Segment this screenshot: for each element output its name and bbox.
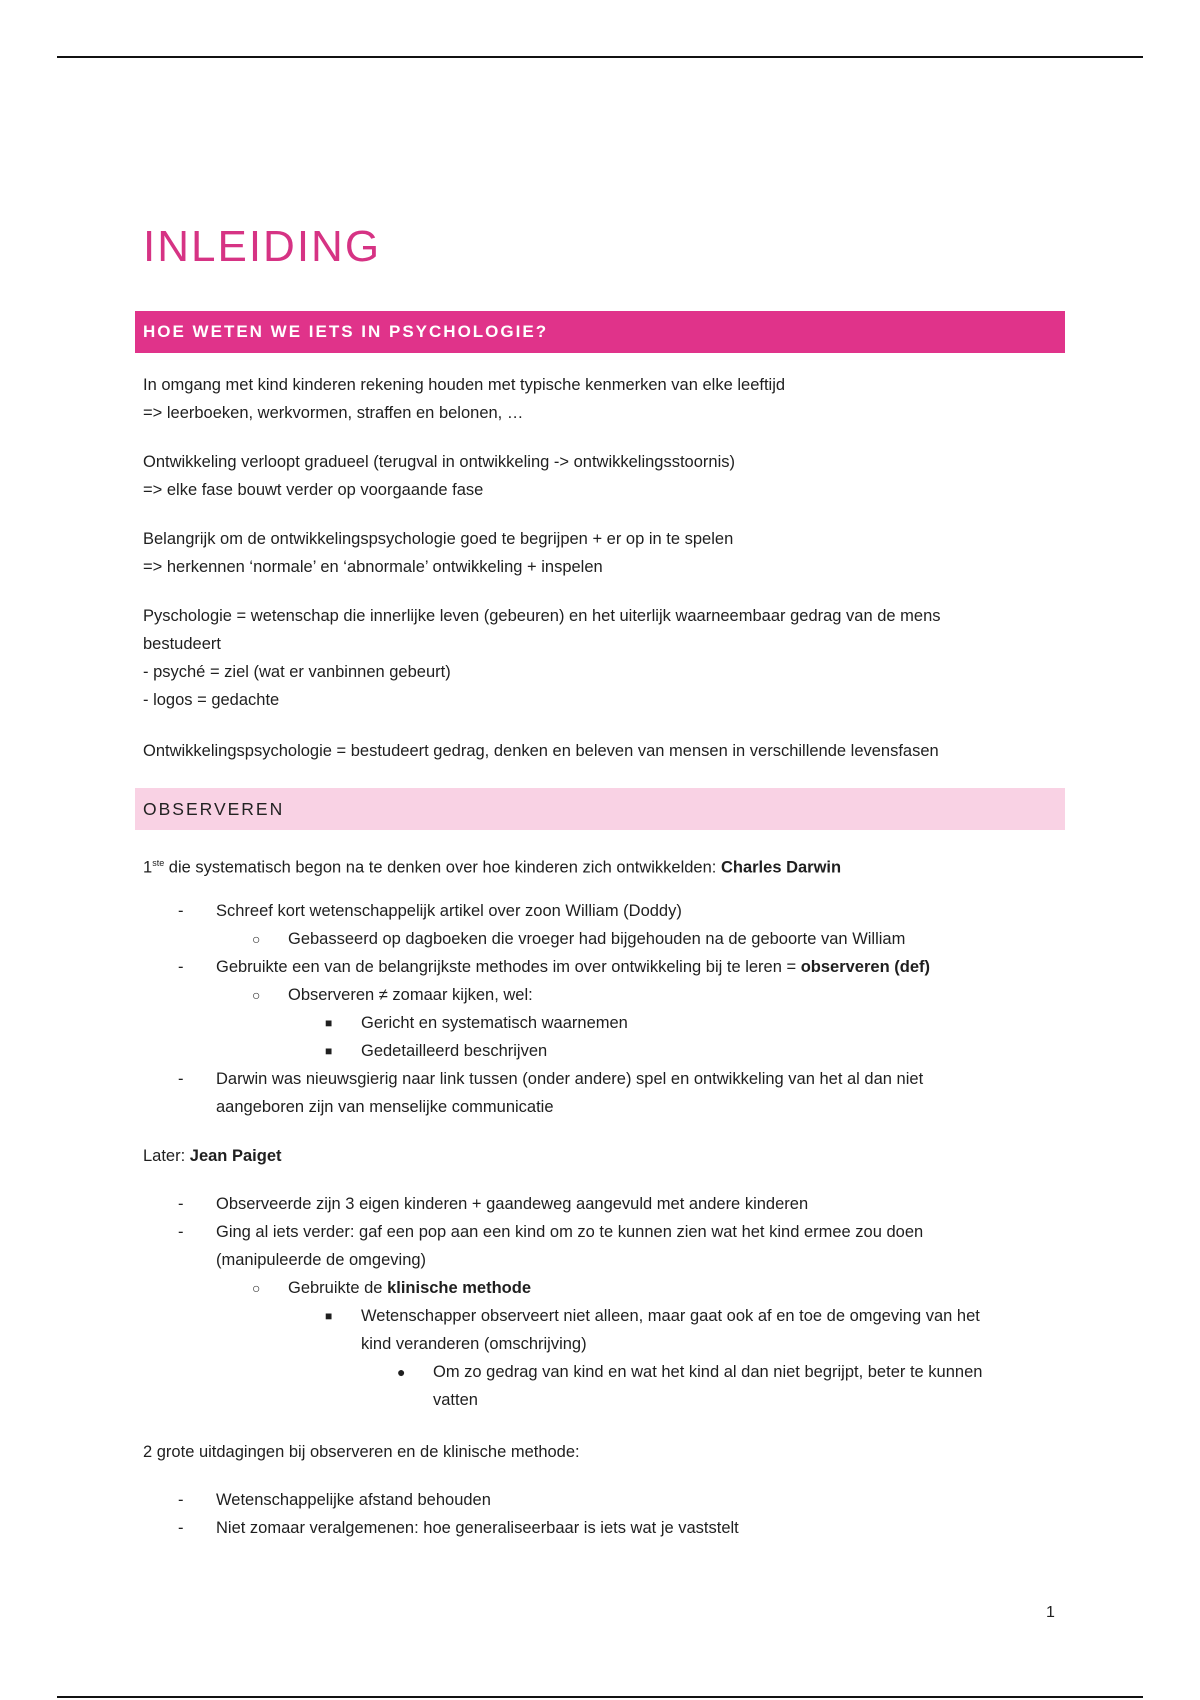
list-item <box>178 1486 1066 1514</box>
text-line: => herkennen ‘normale’ en ‘abnormale’ ontwikkeling + inspelen <box>143 558 603 576</box>
list-item-text: Darwin was nieuwsgierig naar link tussen (onder andere) spel en ontwikkeling van het al dan niet <box>216 1070 924 1088</box>
paragraph-omgang <box>143 371 1063 427</box>
dash-marker: - <box>178 1491 184 1509</box>
footer-rule <box>57 1696 1143 1698</box>
list-item-text: vatten <box>433 1391 478 1409</box>
list-item-text: Schreef kort wetenschappelijk artikel over zoon William (Doddy) <box>216 902 682 920</box>
text-line: Pyschologie = wetenschap die innerlijke leven (gebeuren) en het uiterlijk waarneembaar gedrag van de mens <box>143 607 941 625</box>
dash-marker: - <box>178 958 184 976</box>
page-number: 1 <box>1046 1604 1055 1621</box>
list-item <box>178 1218 1066 1274</box>
square-marker: ■ <box>325 1016 333 1030</box>
bold-term: observeren (def) <box>800 958 930 976</box>
paragraph-ontwikkeling <box>143 448 1063 504</box>
list-item <box>178 1065 1066 1121</box>
paragraph-belangrijk <box>143 525 1063 581</box>
text-line: Belangrijk om de ontwikkelingspsychologie goed te begrijpen + er op in te spelen <box>143 530 734 548</box>
text-line: In omgang met kind kinderen rekening houden met typische kenmerken van elke leeftijd <box>143 376 786 394</box>
list-item-text: Gedetailleerd beschrijven <box>361 1042 548 1060</box>
section-heading-observeren: OBSERVEREN <box>135 788 1065 830</box>
list-item-text: Om zo gedrag van kind en wat het kind al dan niet begrijpt, beter te kunnen <box>433 1363 983 1381</box>
circle-marker: ○ <box>252 987 261 1003</box>
list-item-text: Observeerde zijn 3 eigen kinderen + gaandeweg aangevuld met andere kinderen <box>216 1195 809 1213</box>
list-item-text: (manipuleerde de omgeving) <box>216 1251 427 1269</box>
list-item <box>325 1037 1061 1065</box>
dash-marker: - <box>178 1195 184 1213</box>
dash-marker: - <box>178 1070 184 1088</box>
dot-marker: ● <box>397 1364 406 1380</box>
name-darwin: Charles Darwin <box>720 858 842 877</box>
text-line: Ontwikkeling verloopt gradueel (terugval in ontwikkeling -> ontwikkelingsstoornis) <box>143 453 735 471</box>
header-rule <box>57 56 1143 58</box>
text-line: - logos = gedachte <box>143 691 280 709</box>
paragraph-later <box>143 1142 1063 1170</box>
text-line: - psyché = ziel (wat er vanbinnen gebeurt) <box>143 663 451 681</box>
circle-marker: ○ <box>252 1280 261 1296</box>
bold-term: klinische methode <box>387 1279 532 1297</box>
list-item-text: Niet zomaar veralgemenen: hoe generaliseerbaar is iets wat je vaststelt <box>216 1519 739 1537</box>
text-line: Ontwikkelingspsychologie = bestudeert gedrag, denken en beleven van mensen in verschillende levensfasen <box>143 742 939 760</box>
dash-marker: - <box>178 1223 184 1241</box>
ordinal-suffix: ste <box>152 858 165 868</box>
paragraph-pyschologie <box>143 602 1063 714</box>
text-run: Later: <box>143 1147 190 1165</box>
list-item <box>325 1302 1061 1358</box>
list-item-text: Gebasseerd op dagboeken die vroeger had bijgehouden na de geboorte van William <box>288 930 906 948</box>
list-item <box>252 1274 1068 1302</box>
list-item <box>178 1190 1066 1218</box>
paragraph-darwin-intro <box>143 849 1063 882</box>
list-item <box>178 897 1066 925</box>
list-item-text: kind veranderen (omschrijving) <box>361 1335 587 1353</box>
list-item <box>178 953 1066 981</box>
text-line: => elke fase bouwt verder op voorgaande fase <box>143 481 484 499</box>
paragraph-challenges-intro: 2 grote uitdagingen bij observeren en de klinische methode: <box>143 1443 580 1461</box>
name-piaget: Jean Paiget <box>189 1147 282 1165</box>
dash-marker: - <box>178 1519 184 1537</box>
circle-marker: ○ <box>252 931 261 947</box>
list-item-text: Wetenschapper observeert niet alleen, maar gaat ook af en toe de omgeving van het <box>361 1307 980 1325</box>
list-item-text: Wetenschappelijke afstand behouden <box>216 1491 491 1509</box>
dash-marker: - <box>178 902 184 920</box>
list-item <box>178 1514 1066 1542</box>
list-item-text: aangeboren zijn van menselijke communicatie <box>216 1098 554 1116</box>
list-item <box>325 1009 1061 1037</box>
list-item-text: Ging al iets verder: gaf een pop aan een kind om zo te kunnen zien wat het kind ermee zou doen <box>216 1223 924 1241</box>
page-title: INLEIDING <box>143 222 382 271</box>
text-line: => leerboeken, werkvormen, straffen en belonen, … <box>143 404 524 422</box>
square-marker: ■ <box>325 1044 333 1058</box>
list-item-text: Gebruikte de <box>288 1279 388 1297</box>
ordinal-number: 1 <box>143 858 153 877</box>
list-item <box>397 1358 1063 1414</box>
list-item <box>252 925 1068 953</box>
square-marker: ■ <box>325 1309 333 1323</box>
list-item-text: Gebruikte een van de belangrijkste methodes im over ontwikkeling bij te leren = <box>216 958 801 976</box>
list-item-text: Observeren ≠ zomaar kijken, wel: <box>288 986 533 1004</box>
text-run: die systematisch begon na te denken over hoe kinderen zich ontwikkelden: <box>164 858 721 877</box>
list-item-text: Gericht en systematisch waarnemen <box>361 1014 628 1032</box>
section-heading-psychologie: HOE WETEN WE IETS IN PSYCHOLOGIE? <box>135 311 1065 353</box>
text-line: bestudeert <box>143 635 221 653</box>
list-item <box>252 981 1068 1009</box>
paragraph-ontwikkelingspsychologie <box>143 737 1063 765</box>
